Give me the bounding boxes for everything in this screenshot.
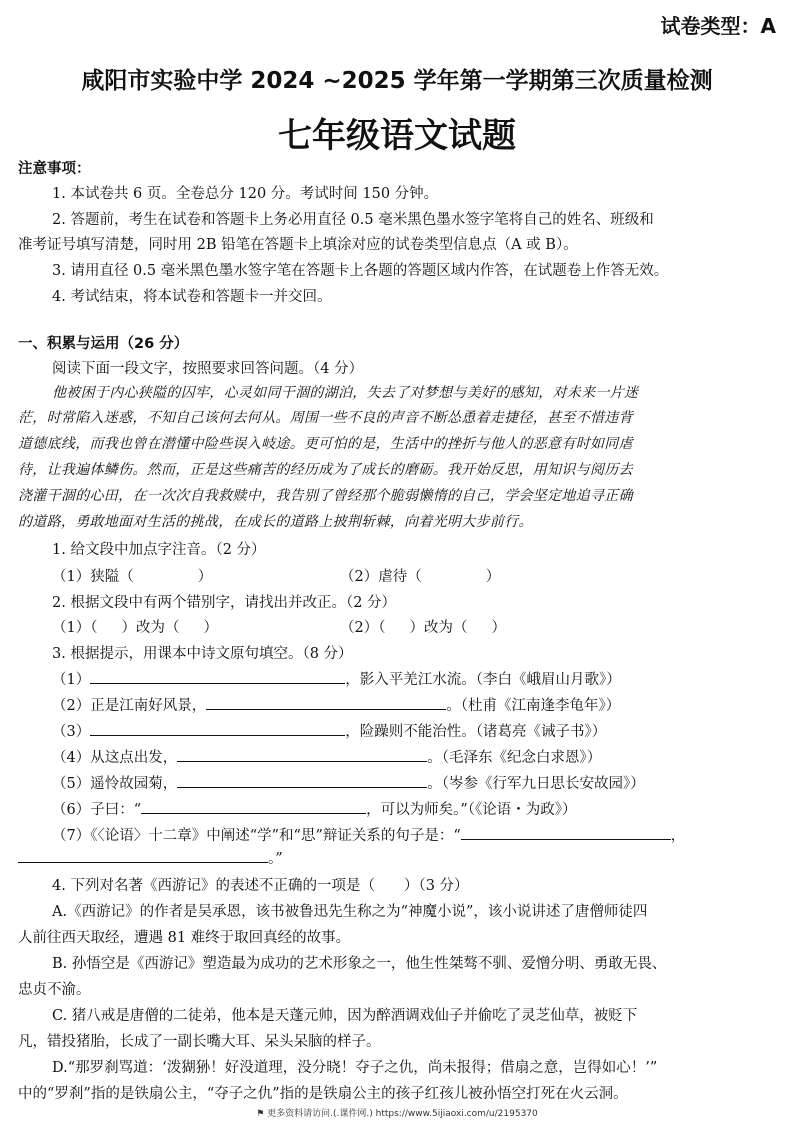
fill-blank[interactable] (177, 747, 427, 762)
passage-line: 茫，时常陷入迷惑，不知自己该何去何从。周围一些不良的声音不断怂恿着走捷径，甚至不惜违背 (18, 410, 633, 426)
section1-intro: 阅读下面一段文字，按照要求回答问题。（4 分） (52, 361, 364, 377)
footer-watermark[interactable]: ⚑ 更多资料请访问.(.课件网.) https://www.5ijiaoxi.com/u/2195370 (256, 1109, 538, 1119)
passage-line: 道德底线，而我也曾在潜懂中险些误入岐途。更可怕的是，生活中的挫折与他人的恶意有时如同虐 (18, 436, 633, 452)
q3-fill-line: （4）从这点出发， 。（毛泽东《纪念白求恩》） (52, 746, 601, 767)
q1-blank-2[interactable]: （2）虐待（ ） (340, 569, 501, 585)
passage-line: 待，让我遍体鳞伤。然而，正是这些痛苦的经历成为了成长的磨砺。我开始反思，用知识与阅历去 (18, 462, 633, 478)
q4-option-b[interactable]: B. 孙悟空是《西游记》塑造最为成功的艺术形象之一，他生性桀骜不驯、爱憎分明、勇敢无畏、 (52, 956, 667, 972)
question-4: 4. 下列对名著《西游记》的表述不正确的一项是（ ）（3 分） (52, 878, 469, 894)
question-2: 2. 根据文段中有两个错别字，请找出并改正。（2 分） (52, 595, 397, 611)
notes-item: 1. 本试卷共 6 页。全卷总分 120 分。考试时间 150 分钟。 (52, 186, 439, 202)
fill-blank[interactable] (18, 848, 268, 863)
q3-fill-line: （7）《〈论语〉十二章》中阐述“学”和“思”辩证关系的句子是：“ ， (52, 824, 685, 845)
q4-option-c[interactable]: C. 猪八戒是唐僧的二徒弟，他本是天蓬元帅，因为醉酒调戏仙子并偷吃了灵芝仙草，被贬下 (52, 1008, 638, 1024)
notes-item: 4. 考试结束，将本试卷和答题卡一并交回。 (52, 289, 332, 305)
q4-option-d[interactable]: D.“那罗刹骂道：‘泼猢狲！好没道理，没分晓！夺子之仇，尚未报得；借扇之意，岂得如心！’” (52, 1060, 658, 1076)
fill-blank[interactable] (177, 773, 427, 788)
q3-fill-line: （1） ，影入平羌江水流。（李白《峨眉山月歌》） (52, 668, 621, 689)
q4-option-d-cont: 中的“罗刹”指的是铁扇公主，“夺子之仇”指的是铁扇公主的孩子红孩儿被孙悟空打死在火云洞。 (18, 1086, 628, 1102)
q1-blank-1[interactable]: （1）狭隘（ ） (52, 569, 213, 585)
notes-item: 3. 请用直径 0.5 毫米黑色墨水签字笔在答题卡上各题的答题区域内作答，在试题卷上作答无效。 (52, 263, 669, 279)
q4-option-a-cont: 人前往西天取经，遭遇 81 难终于取回真经的故事。 (18, 930, 351, 946)
q3-fill-line: （2）正是江南好风景， 。（杜甫《江南逢李龟年》） (52, 694, 620, 715)
question-1: 1. 给文段中加点字注音。（2 分） (52, 542, 266, 558)
paper-type-label: 试卷类型：A (660, 14, 776, 38)
fill-blank[interactable] (90, 721, 345, 736)
q4-option-a[interactable]: A.《西游记》的作者是吴承恩，该书被鲁迅先生称之为“神魔小说”，该小说讲述了唐僧师徒四 (52, 904, 648, 920)
q2-blank-2[interactable]: （2）（ ）改为（ ） (340, 620, 506, 636)
passage-line: 的道路，勇敢地面对生活的挑战，在成长的道路上披荆斩棘，向着光明大步前行。 (18, 514, 533, 530)
section1-heading: 一、积累与运用（26 分） (18, 336, 189, 352)
passage-line: 他被困于内心狭隘的囚牢，心灵如同干涸的湖泊，失去了对梦想与美好的感知，对未来一片迷 (52, 385, 639, 401)
fill-blank[interactable] (90, 669, 345, 684)
fill-blank[interactable] (461, 825, 671, 840)
notes-item: 2. 答题前，考生在试卷和答题卡上务必用直径 0.5 毫米黑色墨水签字笔将自己的姓名、班级和 (52, 212, 654, 228)
q4-option-b-cont: 忠贞不渝。 (18, 982, 91, 998)
exam-subtitle: 七年级语文试题 (278, 116, 516, 156)
q2-blank-1[interactable]: （1）（ ）改为（ ） (52, 620, 218, 636)
q4-option-c-cont: 凡，错投猪胎，长成了一副长嘴大耳、呆头呆脑的样子。 (18, 1034, 381, 1050)
passage-line: 浇灌干涸的心田，在一次次自我救赎中，我告别了曾经那个脆弱懒惰的自己，学会坚定地追寻正确 (18, 488, 633, 504)
notes-item: 准考证号填写清楚，同时用 2B 铅笔在答题卡上填涂对应的试卷类型信息点（A 或 B）。 (18, 237, 578, 253)
q3-fill-line: 。” (18, 847, 283, 868)
fill-blank[interactable] (141, 799, 366, 814)
q3-fill-line: （3） ，险躁则不能治性。（诸葛亮《诫子书》） (52, 720, 606, 741)
notes-heading: 注意事项： (18, 161, 91, 177)
q3-fill-line: （6）子曰：“ ，可以为师矣。”（《论语・为政》） (52, 798, 577, 819)
question-3: 3. 根据提示，用课本中诗文原句填空。（8 分） (52, 646, 353, 662)
exam-title: 咸阳市实验中学 2024 ~2025 学年第一学期第三次质量检测 (81, 68, 713, 94)
fill-blank[interactable] (206, 695, 446, 710)
q3-fill-line: （5）遥怜故园菊， 。（岑参《行军九日思长安故园》） (52, 772, 645, 793)
flag-icon: ⚑ (256, 1109, 268, 1119)
